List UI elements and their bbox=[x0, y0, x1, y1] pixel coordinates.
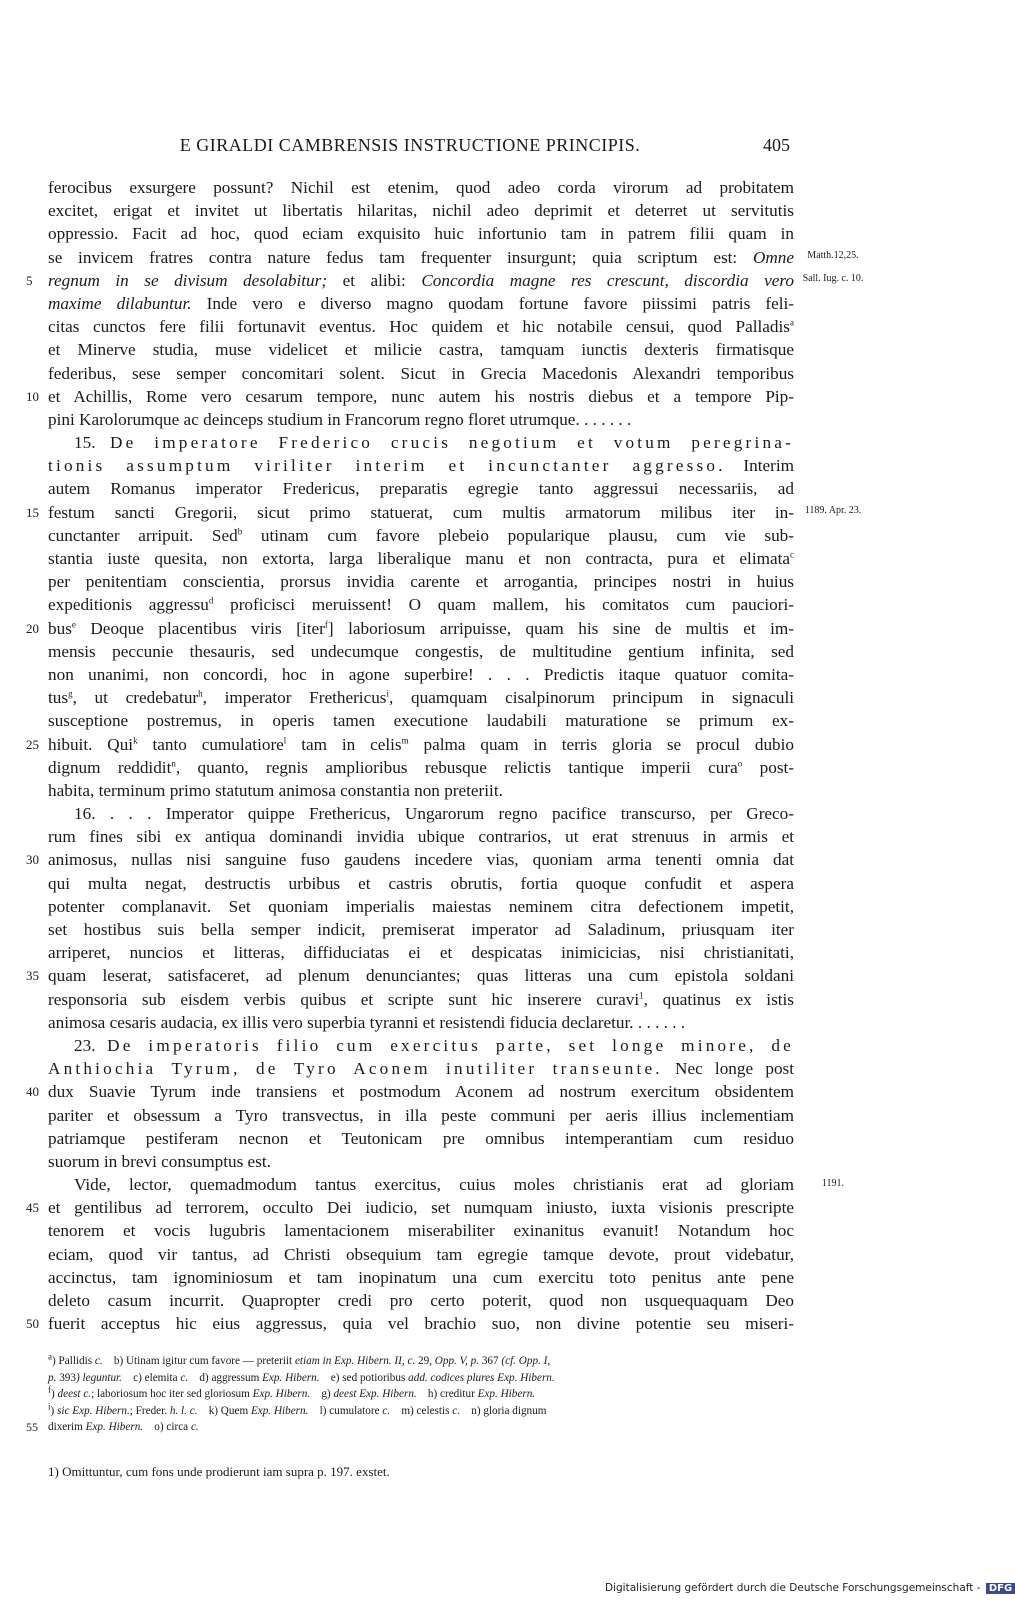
text-line bbox=[48, 802, 794, 825]
line-text: pini Karolorumque ac deinceps studium in Francorum regno floret utrumque. . . . . . . bbox=[48, 409, 632, 429]
line-text: fuerit acceptus hic eius aggressus, quia vel brachio suo, non divine potentie seu miseri- bbox=[48, 1314, 794, 1334]
running-title: E GIRALDI CAMBRENSIS INSTRUCTIONE PRINCIPIS. bbox=[179, 135, 641, 155]
line-text: tionis assumptum viriliter interim et incunctanter aggresso. Interim bbox=[48, 456, 794, 476]
line-text: animosa cesaris audacia, ex illis vero superbia tyranni et resistendi fiducia declaretur. . . . . . . bbox=[48, 1012, 686, 1032]
line-text: 16. . . . Imperator quippe Frethericus, Ungarorum regno pacifice transcurso, per Greco- bbox=[74, 804, 794, 824]
margin-note: 1189. Apr. 23. bbox=[804, 504, 862, 516]
line-text: regnum in se divisum desolabitur; et alibi: Concordia magne res crescunt, discordia vero bbox=[48, 270, 795, 290]
text-line bbox=[48, 1266, 794, 1289]
line-text: federibus, sese semper concomitari solent. Sicut in Grecia Macedonis Alexandri temporibus bbox=[48, 363, 794, 383]
text-line bbox=[48, 338, 794, 361]
editor-footnote: 1) Omittuntur, cum fons unde prodierunt iam supra p. 197. exstet. bbox=[48, 1464, 390, 1479]
text-line bbox=[48, 756, 794, 779]
text-line bbox=[26, 964, 794, 987]
text-line bbox=[48, 941, 794, 964]
line-text: tenorem et vocis lugubris lamentacionem miserabiliter exinanitus evanuit! Notandum hoc bbox=[48, 1221, 794, 1241]
line-text: quam leserat, satisfaceret, ad plenum denunciantes; quas litteras una cum epistola soldani bbox=[48, 966, 794, 986]
line-text: patriamque pestiferam necnon et Teutonicam pre omnibus intemperantiam cum residuo bbox=[48, 1128, 794, 1148]
line-text: autem Romanus imperator Fredericus, preparatis egregie tanto aggressui necessariis, ad bbox=[48, 479, 794, 499]
text-line bbox=[48, 1150, 794, 1173]
text-line bbox=[48, 988, 794, 1011]
text-line bbox=[26, 385, 794, 408]
line-text: Vide, lector, quemadmodum tantus exercitus, cuius moles christianis erat ad gloriam bbox=[74, 1175, 794, 1195]
line-text: bus$^e$ Deoque placentibus viris [iter$^f$] laboriosum arripuisse, quam his sine de multis et im- bbox=[48, 618, 794, 638]
line-number: 40 bbox=[26, 1084, 39, 1100]
line-text: accinctus, tam ignominiosum et tam inopinatum una cum exercitu toto penitus ante pene bbox=[48, 1267, 794, 1287]
text-line bbox=[48, 779, 794, 802]
critical-apparatus bbox=[26, 1351, 794, 1436]
line-text: tus$^g$, ut credebatur$^h$, imperator Frethericus$^i$, quamquam cisalpinorum principum in signaculi bbox=[48, 688, 794, 708]
line-text: ferocibus exsurgere possunt? Nichil est etenim, quod adeo corda virorum ad probitatem bbox=[48, 178, 794, 197]
line-text: arriperet, nuncios et litteras, diffiduciatas ei et despicatas inimicicias, nisi christianitati, bbox=[48, 943, 794, 963]
text-line bbox=[48, 1289, 794, 1312]
footnote-text: p. 393) leguntur. c) elemita c. d) aggressum Exp. Hibern. e) sed potioribus add. codices plures Exp. Hibern. bbox=[48, 1371, 555, 1384]
line-text: suorum in brevi consumptus est. bbox=[48, 1151, 271, 1171]
line-text: Anthiochia Tyrum, de Tyro Aconem inutiliter transeunte. Nec longe post bbox=[48, 1059, 794, 1079]
text-line bbox=[26, 848, 794, 871]
text-line bbox=[48, 547, 794, 570]
text-line bbox=[48, 1104, 794, 1127]
line-text: 15. De imperatore Frederico crucis negotium et votum peregrina- bbox=[74, 433, 794, 453]
text-line bbox=[48, 454, 794, 477]
line-number: 30 bbox=[26, 852, 39, 868]
credit-text: Digitalisierung gefördert durch die Deutsche Forschungsgemeinschaft - bbox=[605, 1582, 981, 1594]
text-line bbox=[48, 524, 794, 547]
line-text: non unanimi, non concordi, hoc in agone superbire! . . . Predictis itaque quatuor comita- bbox=[48, 664, 794, 684]
footnote-line bbox=[48, 1370, 794, 1387]
text-line bbox=[48, 362, 794, 385]
margin-note: Sall. Iug. c. 10. bbox=[802, 272, 864, 284]
line-text: set hostibus suis bella semper indicit, premiserat imperator ad Saladinum, priusquam iter bbox=[48, 920, 794, 939]
footnote-text: $^i$) sic Exp. Hibern.; Freder. h. l. c. k) Quem Exp. Hibern. l) cumulatore c. m) celestis c. n) gloria dignum bbox=[48, 1401, 547, 1417]
line-text: qui multa negat, destructis urbibus et castris obrutis, fortia quoque confudit et aspera bbox=[48, 873, 794, 893]
text-line bbox=[48, 1011, 794, 1034]
text-line bbox=[48, 176, 794, 199]
text-line bbox=[48, 1243, 794, 1266]
text-line bbox=[48, 315, 794, 338]
page-header bbox=[0, 135, 1000, 165]
line-text: potenter complanavit. Set quoniam imperialis maiestas neminem citra defectionem impetit, bbox=[48, 896, 794, 916]
line-text: hibuit. Qui$^k$ tanto cumulatiore$^l$ tam in celis$^m$ palma quam in terris gloria se procul dubio bbox=[48, 734, 795, 754]
text-line bbox=[48, 918, 794, 941]
line-text: eciam, quod vir tantus, ad Christi obsequium tam egregie tamque devote, prout videbatur, bbox=[48, 1244, 794, 1264]
line-text: per penitentiam conscientia, prorsus invidia carente et arrogantia, principes nostri in huius bbox=[48, 572, 794, 592]
footnote-text: dixerim Exp. Hibern. o) circa c. bbox=[48, 1421, 199, 1434]
line-number: 55 bbox=[26, 1420, 38, 1435]
line-text: deleto casum incurrit. Quapropter credi pro certo poterit, quod non usquequaquam Deo bbox=[48, 1291, 794, 1310]
text-line bbox=[48, 431, 794, 454]
page-number: 405 bbox=[763, 135, 790, 155]
text-line bbox=[48, 640, 794, 663]
text-line bbox=[26, 733, 795, 756]
main-text bbox=[26, 176, 795, 1335]
line-text: expeditionis aggressu$^d$ proficisci meruissent! O quam mallem, his comitatos cum pauciori- bbox=[48, 595, 794, 615]
line-text: festum sancti Gregorii, sicut primo statuerat, cum multis armatorum milibus iter in- bbox=[48, 502, 794, 522]
line-text: responsoria sub eisdem verbis quibus et scripte sunt hic inserere curavi$^1$, quatinus ex istis bbox=[48, 989, 794, 1009]
text-line bbox=[48, 663, 794, 686]
text-line bbox=[26, 269, 795, 292]
text-line bbox=[48, 222, 794, 245]
line-text: maxime dilabuntur. Inde vero e diverso magno quodam fortune favore piissimi patris feli- bbox=[48, 293, 794, 313]
line-text: oppressio. Facit ad hoc, quod eciam exquisito huic infortunio tam in patrem filii quam in bbox=[48, 224, 794, 244]
text-line bbox=[26, 501, 794, 524]
line-text: habita, terminum primo statutum animosa constantia non preteriit. bbox=[48, 780, 503, 800]
text-line bbox=[48, 895, 794, 918]
text-line bbox=[26, 1312, 794, 1335]
line-number: 50 bbox=[26, 1316, 39, 1332]
digitization-credit bbox=[605, 1582, 1015, 1594]
line-text: 23. De imperatoris filio cum exercitus parte, set longe minore, de bbox=[74, 1035, 794, 1055]
line-number: 45 bbox=[26, 1200, 39, 1216]
line-number: 35 bbox=[26, 968, 39, 984]
footnote-text: $^f$) deest c.; laboriosum hoc iter sed gloriosum Exp. Hibern. g) deest Exp. Hibern. h) creditur Exp. Hibern. bbox=[48, 1384, 536, 1401]
text-line bbox=[48, 246, 794, 269]
text-line bbox=[48, 1219, 794, 1242]
text-line bbox=[48, 408, 794, 431]
footnote-line bbox=[26, 1419, 794, 1436]
footnote-line bbox=[48, 1403, 794, 1420]
line-text: et Minerve studia, muse videlicet et milicie castra, tamquam iunctis dexteris firmatisque bbox=[48, 340, 794, 360]
line-text: et gentilibus ad terrorem, occulto Dei iudicio, set numquam iniusto, iuxta visionis prescripte bbox=[48, 1198, 794, 1218]
line-text: stantia iuste quesita, non extorta, larga liberalique manu et non contracta, pura et elimata$^c$ bbox=[48, 549, 794, 568]
footnote-text: $^a$) Pallidis c. b) Utinam igitur cum favore — preteriit etiam in Exp. Hibern. II, c. 29, Opp. V, p. 367 (cf. Opp. I, bbox=[48, 1351, 551, 1367]
dfg-logo: DFG bbox=[986, 1583, 1015, 1594]
text-line bbox=[48, 872, 794, 895]
line-number: 15 bbox=[26, 504, 39, 520]
line-text: dux Suavie Tyrum inde transiens et postmodum Aconem ad nostrum exercitum obsidentem bbox=[48, 1082, 794, 1102]
line-text: mensis peccunie thesauris, sed undecumque congestis, de multitudine gentium infinita, sed bbox=[48, 641, 794, 661]
text-line bbox=[48, 686, 794, 709]
footnote-line bbox=[48, 1386, 794, 1403]
line-number: 10 bbox=[26, 388, 39, 404]
line-text: citas cunctos fere filii fortunavit eventus. Hoc quidem et hic notabile censui, quod Palladis$^a$ bbox=[48, 317, 794, 337]
line-text: dignum reddidit$^n$, quanto, regnis amplioribus rebusque relictis tantique imperii cura$^o$ post- bbox=[48, 757, 794, 777]
text-line bbox=[48, 1173, 794, 1196]
text-line bbox=[48, 477, 794, 500]
text-line bbox=[26, 1196, 794, 1219]
line-text: excitet, erigat et invitet ut libertatis hilaritas, nichil adeo deprimit et deterret ut servitutis bbox=[48, 201, 794, 221]
text-line bbox=[48, 1034, 794, 1057]
line-number: 5 bbox=[26, 272, 33, 288]
line-text: et Achillis, Rome vero cesarum tempore, nunc autem his nostris diebus et a tempore Pip- bbox=[48, 386, 794, 406]
line-text: pariter et obsessum a Tyro transvectus, in illa peste communi per aeris illius inclementiam bbox=[48, 1105, 794, 1125]
text-line bbox=[48, 1127, 794, 1150]
text-line bbox=[48, 199, 794, 222]
footnote-line bbox=[48, 1353, 794, 1370]
margin-note: Matth.12,25. bbox=[807, 249, 859, 261]
line-text: animosus, nullas nisi sanguine fuso gaudens incedere vias, quoniam arma tenenti omnia dat bbox=[48, 850, 794, 870]
text-line bbox=[48, 825, 794, 848]
line-text: se invicem fratres contra nature fedus tam frequenter insurgunt; quia scriptum est: Omne bbox=[48, 247, 794, 267]
text-line bbox=[26, 617, 794, 640]
text-line bbox=[48, 709, 794, 732]
line-text: susceptione postremus, in operis tamen executione laudabili maturatione se primum ex- bbox=[48, 711, 794, 731]
margin-note: 1191. bbox=[821, 1177, 845, 1189]
text-line bbox=[48, 593, 794, 616]
text-line bbox=[48, 292, 794, 315]
line-text: cunctanter arripuit. Sed$^b$ utinam cum favore plebeio popularique plausu, cum vie sub- bbox=[48, 525, 794, 545]
text-line bbox=[48, 1057, 794, 1080]
text-line bbox=[26, 1080, 794, 1103]
line-text: rum fines sibi ex antiqua dominandi invidia ubique contrarios, ut erat strenuus in armis et bbox=[48, 827, 794, 847]
line-number: 20 bbox=[26, 620, 39, 636]
text-line bbox=[48, 570, 794, 593]
line-number: 25 bbox=[26, 736, 39, 752]
